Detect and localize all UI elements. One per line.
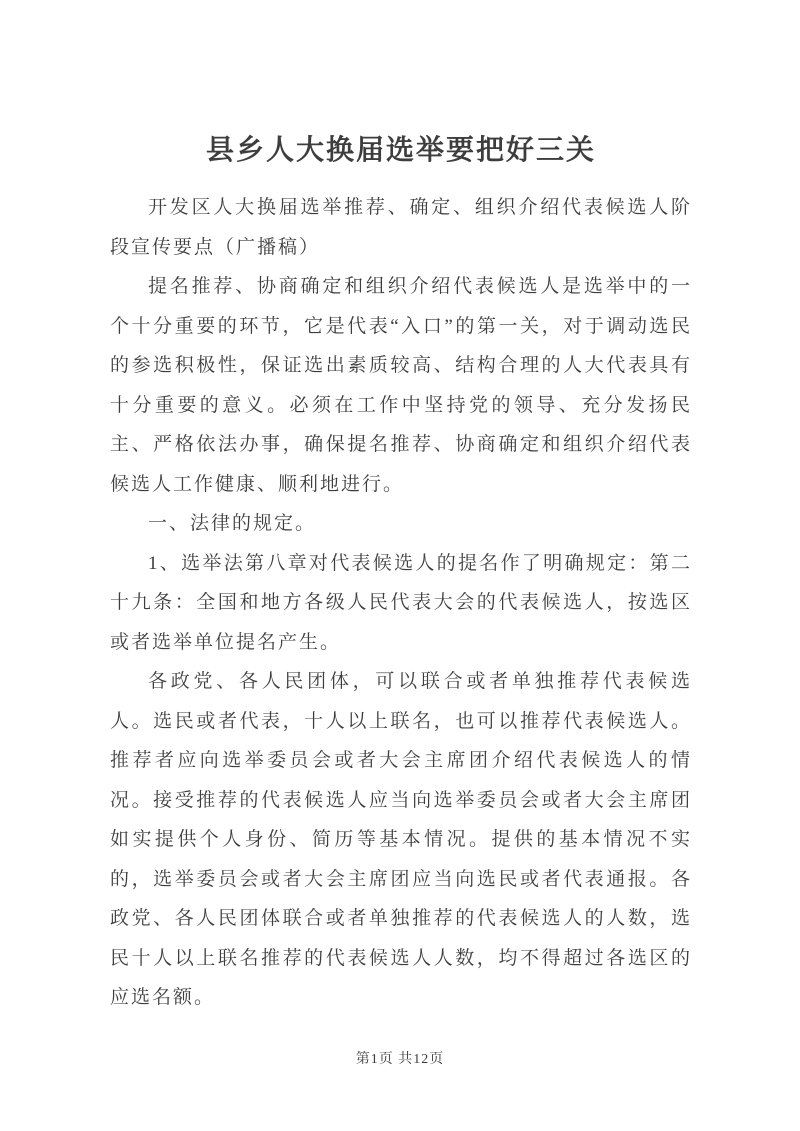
paragraph-subtitle: 开发区人大换届选举推荐、确定、组织介绍代表候选人阶段宣传要点（广播稿）	[110, 197, 692, 258]
paragraph-law-item: 1、选举法第八章对代表候选人的提名作了明确规定：第二十九条：全国和地方各级人民代表大会的代表候选人，按选区或者选举单位提名产生。	[110, 552, 692, 653]
document-title: 县乡人大换届选举要把好三关	[205, 135, 596, 166]
paragraph-law-detail: 各政党、各人民团体，可以联合或者单独推荐代表候选人。选民或者代表，十人以上联名，也可以推荐代表候选人。推荐者应向选举委员会或者大会主席团介绍代表候选人的情况。接受推荐的代表候选人应当向选举委员会或者大会主席团如实提供个人身份、简历等基本情况。提供的基本情况不实的，选举委员会或者大会主席团应当向选民或者代表通报。各政党、各人民团体联合或者单独推荐的代表候选人的人数，选民十人以上联名推荐的代表候选人人数，均不得超过各选区的应选名额。	[110, 671, 692, 1008]
page-number-footer: 第1页 共12页	[355, 1052, 445, 1067]
paragraph-intro: 提名推荐、协商确定和组织介绍代表候选人是选举中的一个十分重要的环节，它是代表“入口”的第一关，对于调动选民的参选积极性，保证选出素质较高、结构合理的人大代表具有十分重要的意义。必须在工作中坚持党的领导、充分发扬民主、严格依法办事，确保提名推荐、协商确定和组织介绍代表候选人工作健康、顺利地进行。	[110, 276, 692, 495]
paragraph-section-heading: 一、法律的规定。	[148, 513, 317, 534]
